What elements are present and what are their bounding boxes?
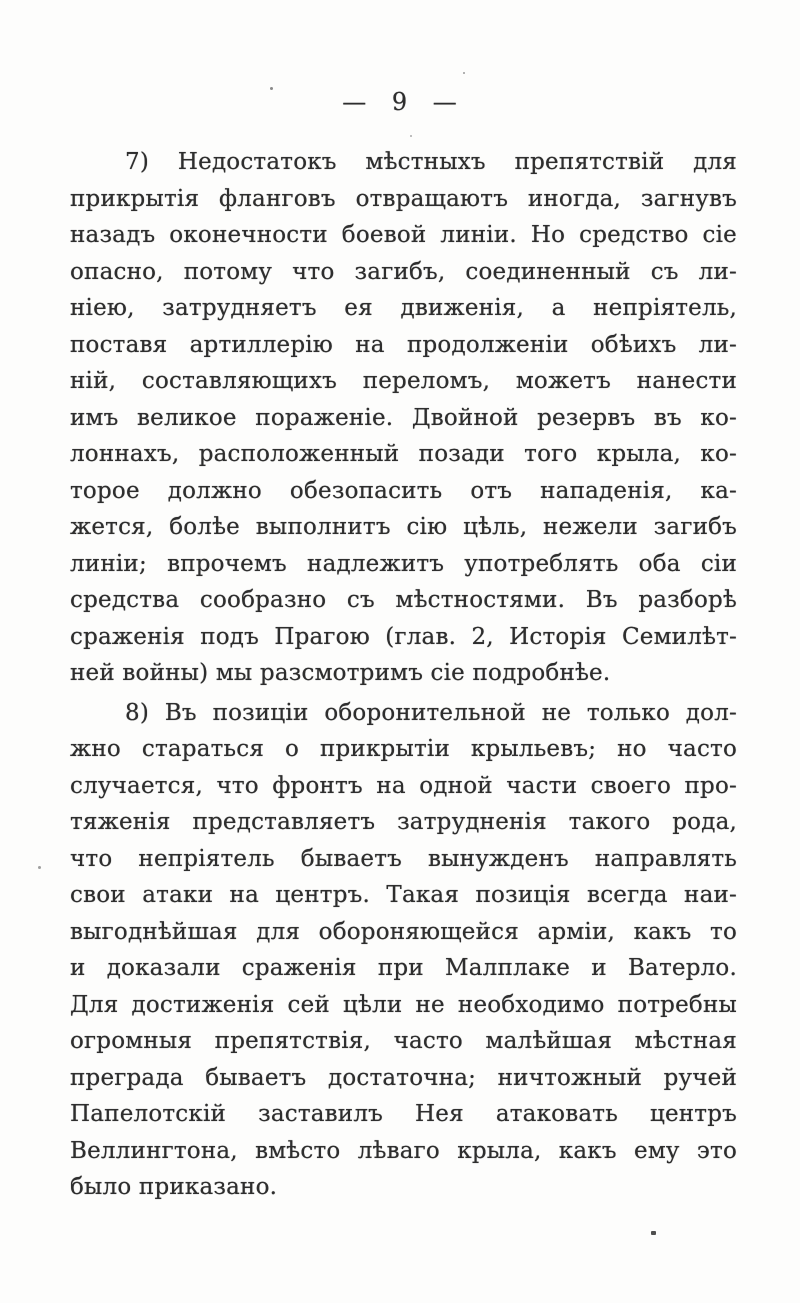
text-line: Для достиженія сей цѣли не необходимо потребны	[70, 991, 737, 1018]
text-block	[70, 144, 737, 1209]
text-line: имъ великое пораженіе. Двойной резервъ въ ко-	[70, 404, 737, 431]
text-line: 7) Недостатокъ мѣстныхъ препятствій для	[125, 149, 737, 175]
text-line: тяженія представляетъ затрудненія такого рода,	[70, 809, 737, 835]
text-line: лоннахъ, расположенный позади того крыла, ко-	[70, 441, 737, 467]
text-line: Веллингтона, вмѣсто лѣваго крыла, какъ ему это	[70, 1137, 737, 1164]
text-line: жется, болѣе выполнитъ сію цѣль, нежели загибъ	[70, 514, 737, 540]
text-line: огромныя препятствія, часто малѣйшая мѣстная	[70, 1028, 737, 1054]
text-line: 8) Въ позиціи оборонительной не только дол-	[125, 699, 737, 726]
paragraph-8	[70, 695, 737, 1206]
scan-speck	[410, 135, 412, 137]
text-line: жно стараться о прикрытіи крыльевъ; но часто	[70, 736, 737, 762]
text-line: назадъ оконечности боевой линіи. Но средство сіе	[70, 222, 737, 248]
text-line: и доказали сраженія при Малплаке и Ватерло.	[70, 955, 737, 981]
scan-speck	[651, 1231, 656, 1235]
paragraph-7	[70, 144, 737, 692]
text-line: свои атаки на центръ. Такая позиція всегда наи-	[70, 882, 737, 908]
text-line: средства сообразно съ мѣстностями. Въ разборѣ	[70, 587, 737, 613]
text-line: было приказано.	[70, 1174, 278, 1200]
scan-speck	[270, 87, 273, 90]
text-line: сраженія подъ Прагою (глав. 2, Исторія Семилѣт-	[70, 623, 737, 650]
scan-speck	[38, 866, 41, 869]
text-line: опасно, потому что загибъ, соединенный съ ли-	[70, 258, 737, 285]
text-line: ней войны) мы разсмотримъ сіе подробнѣе.	[70, 660, 611, 686]
text-line: ній, составляющихъ переломъ, можетъ нанести	[70, 368, 737, 394]
text-line: выгоднѣйшая для обороняющейся арміи, какъ то	[70, 918, 737, 945]
text-line: случается, что фронтъ на одной части своего про-	[70, 772, 737, 799]
text-line: поставя артиллерію на продолженіи обѣихъ ли-	[70, 331, 737, 358]
text-line: линіи; впрочемъ надлежитъ употреблять оба сіи	[70, 550, 737, 577]
text-line: Папелотскій заставилъ Нея атаковать центръ	[70, 1101, 737, 1127]
page-number: — 9 —	[342, 88, 458, 116]
scan-speck	[463, 72, 465, 74]
text-line: что непріятель бываетъ вынужденъ направлять	[70, 845, 737, 872]
text-line: прикрытія фланговъ отвращаютъ иногда, загнувъ	[70, 185, 737, 212]
text-line: торое должно обезопасить отъ нападенія, ка-	[70, 477, 737, 504]
text-line: преграда бываетъ достаточна; ничтожный ручей	[70, 1064, 737, 1091]
text-line: ніею, затрудняетъ ея движенія, а непріятель,	[70, 295, 737, 321]
